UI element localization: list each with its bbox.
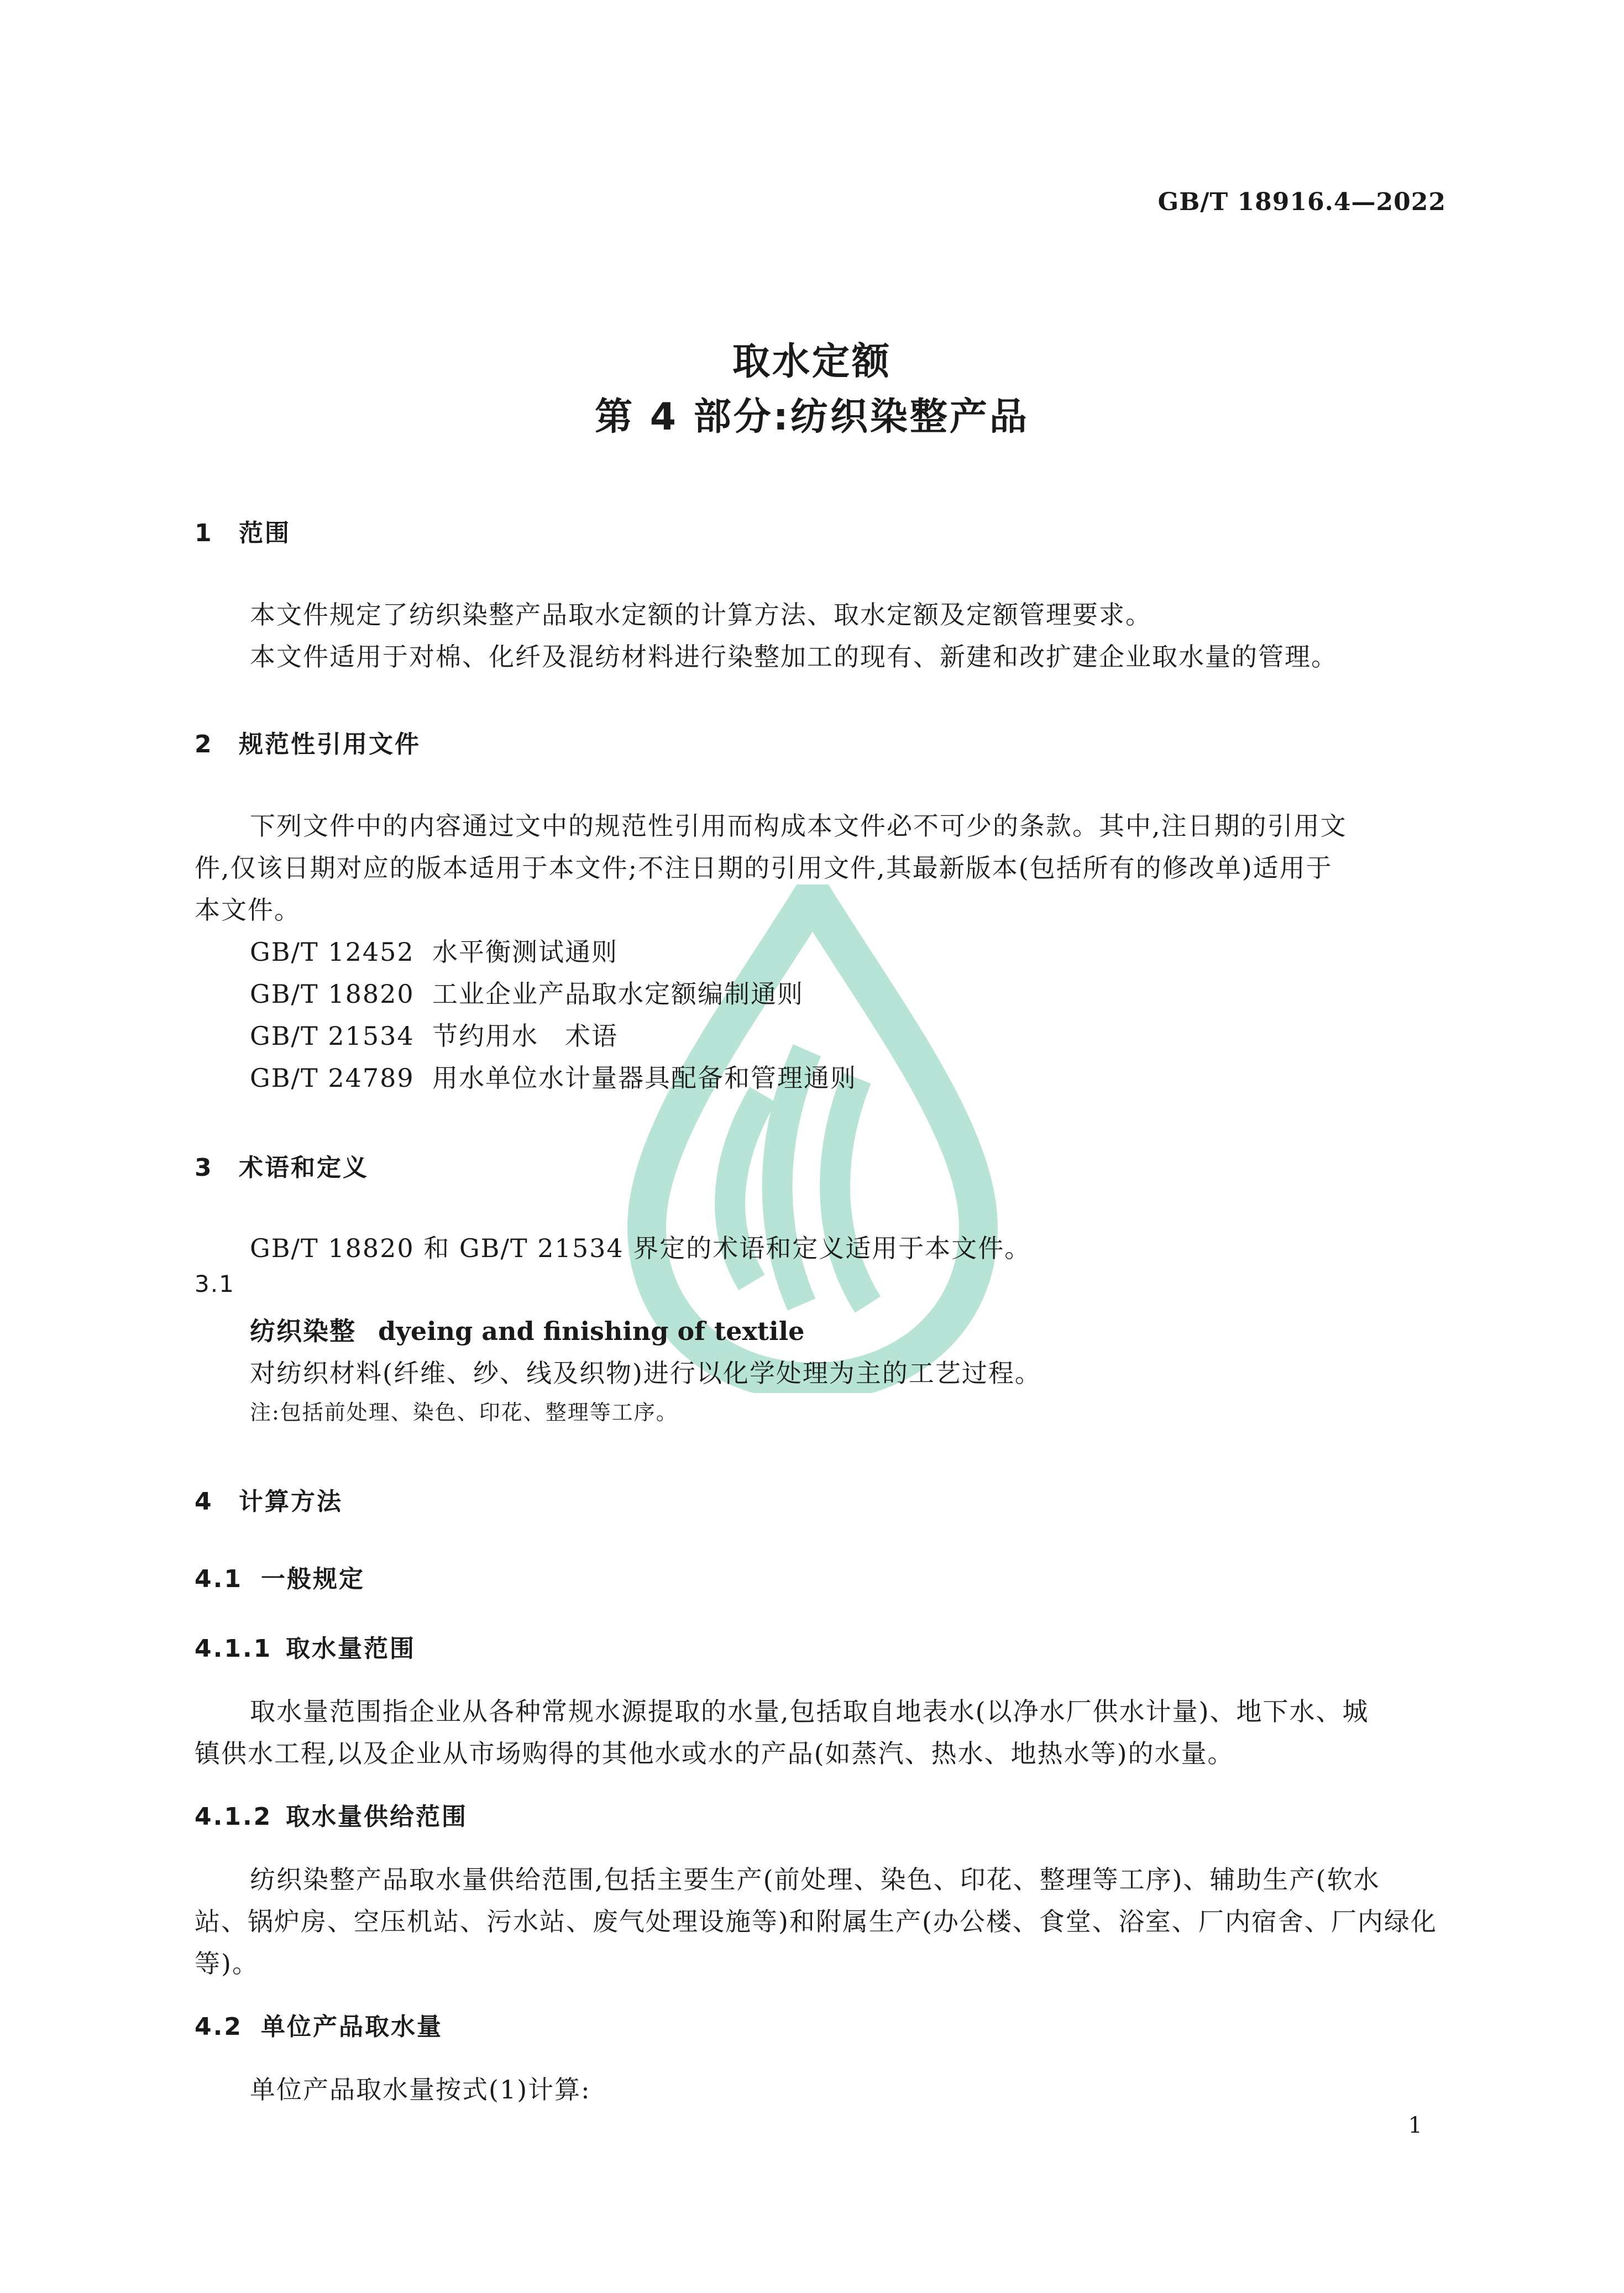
paragraph-line: 纺织染整产品取水量供给范围,包括主要生产(前处理、染色、印花、整理等工序)、辅助生产(软水 (250, 1865, 1380, 1894)
page-number: 1 (1408, 2113, 1422, 2138)
section-title: 单位产品取水量 (261, 2013, 443, 2041)
section-4-heading (195, 1481, 343, 1517)
section-number: 4.2 (195, 2013, 243, 2041)
term-number: 3.1 (195, 1270, 235, 1297)
section-4-1-2-heading (195, 1797, 468, 1832)
reference-title: 用水单位水计量器具配备和管理通则 (432, 1063, 857, 1093)
section-title: 范围 (239, 519, 291, 547)
section-number: 2 (195, 730, 213, 758)
document-title: 取水定额 (732, 340, 892, 384)
reference-item (250, 932, 618, 968)
section-4-2-heading (195, 2007, 443, 2042)
reference-title: 节约用水 术语 (432, 1021, 618, 1051)
section-title: 术语和定义 (239, 1154, 369, 1182)
term-entry (250, 1311, 804, 1348)
note: 注:包括前处理、染色、印花、整理等工序。 (250, 1400, 678, 1425)
section-number: 4.1.2 (195, 1803, 273, 1831)
reference-item (250, 1058, 857, 1095)
document-subtitle: 第 4 部分:纺织染整产品 (595, 395, 1029, 439)
section-4-1-1-heading (195, 1629, 416, 1664)
reference-item (250, 1016, 618, 1053)
section-number: 4.1.1 (195, 1635, 273, 1663)
paragraph-line: 下列文件中的内容通过文中的规范性引用而构成本文件必不可少的条款。其中,注日期的引用文 (250, 811, 1347, 841)
reference-title: 工业企业产品取水定额编制通则 (432, 979, 804, 1009)
section-title: 计算方法 (239, 1488, 343, 1516)
section-number: 3 (195, 1154, 213, 1182)
paragraph-line: 取水量范围指企业从各种常规水源提取的水量,包括取自地表水(以净水厂供水计量)、地下水、城 (250, 1697, 1369, 1726)
paragraph-line: 站、锅炉房、空压机站、污水站、废气处理设施等)和附属生产(办公楼、食堂、浴室、厂内宿舍、厂内绿化 (195, 1907, 1437, 1936)
section-1-heading (195, 513, 291, 548)
section-number: 4 (195, 1488, 213, 1516)
term-english: dyeing and finishing of textile (378, 1316, 805, 1346)
reference-title: 水平衡测试通则 (432, 937, 618, 967)
standard-number: GB/T 18916.4—2022 (1157, 188, 1446, 216)
section-3-heading (195, 1148, 369, 1183)
section-title: 取水量供给范围 (286, 1803, 468, 1831)
paragraph-line: 等)。 (195, 1949, 259, 1978)
reference-item (250, 974, 804, 1011)
paragraph-line: 本文件。 (195, 895, 301, 925)
paragraph: GB/T 18820 和 GB/T 21534 界定的术语和定义适用于本文件。 (250, 1233, 1031, 1263)
section-2-heading (195, 724, 421, 760)
reference-code: GB/T 24789 (250, 1063, 415, 1093)
section-title: 规范性引用文件 (239, 730, 421, 758)
section-4-1-heading (195, 1559, 365, 1594)
term-chinese: 纺织染整 (250, 1316, 356, 1346)
section-number: 4.1 (195, 1565, 243, 1593)
section-title: 取水量范围 (286, 1635, 416, 1663)
paragraph-line: 件,仅该日期对应的版本适用于本文件;不注日期的引用文件,其最新版本(包括所有的修改单)适用于 (195, 853, 1333, 883)
reference-code: GB/T 18820 (250, 979, 415, 1009)
paragraph: 单位产品取水量按式(1)计算: (250, 2075, 591, 2104)
reference-code: GB/T 21534 (250, 1021, 415, 1051)
term-definition: 对纺织材料(纤维、纱、线及织物)进行以化学处理为主的工艺过程。 (250, 1358, 1041, 1388)
reference-code: GB/T 12452 (250, 937, 415, 967)
paragraph-line: 镇供水工程,以及企业从市场购得的其他水或水的产品(如蒸汽、热水、地热水等)的水量。 (195, 1739, 1234, 1768)
paragraph: 本文件适用于对棉、化纤及混纺材料进行染整加工的现有、新建和改扩建企业取水量的管理。 (250, 642, 1338, 672)
section-title: 一般规定 (261, 1565, 365, 1593)
section-number: 1 (195, 519, 213, 547)
paragraph: 本文件规定了纺织染整产品取水定额的计算方法、取水定额及定额管理要求。 (250, 600, 1152, 630)
